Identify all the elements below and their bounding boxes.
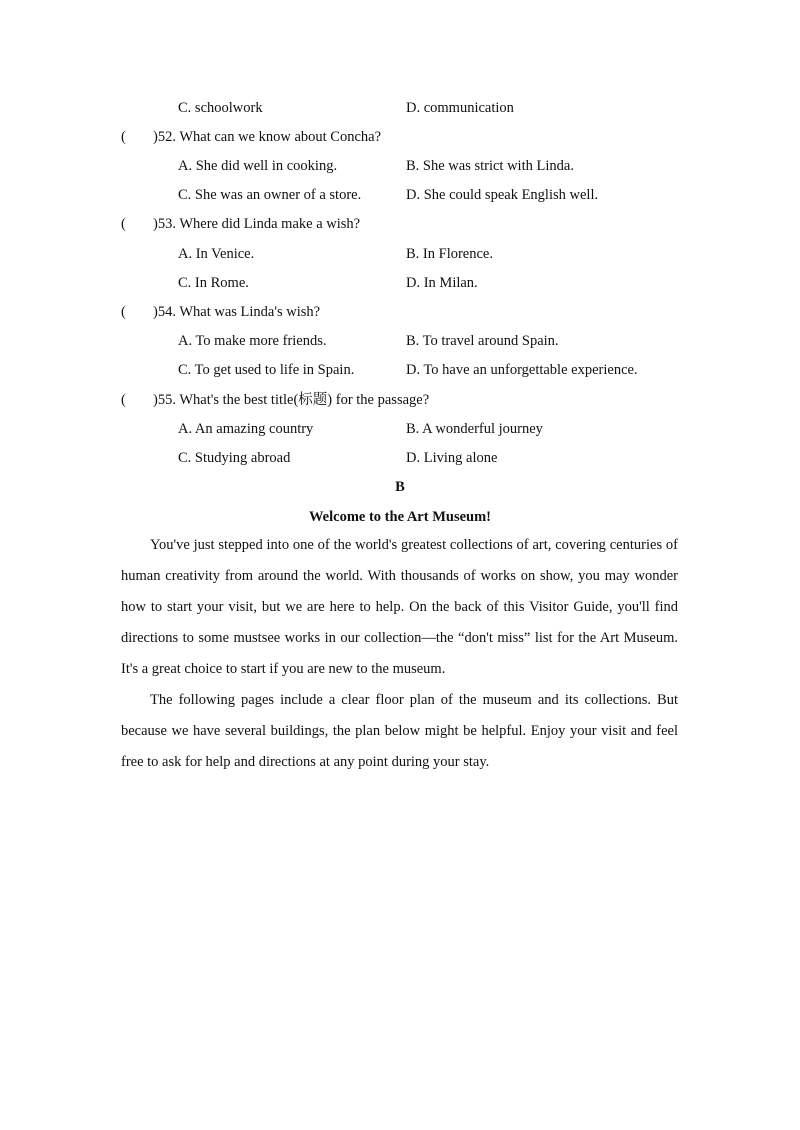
- q54-answer-paren: (: [121, 304, 126, 320]
- q53-option-c: C. In Rome.: [178, 275, 249, 291]
- q55-option-a: A. An amazing country: [178, 421, 314, 437]
- q53-option-a: A. In Venice.: [178, 246, 255, 262]
- q55-option-d: D. Living alone: [406, 450, 498, 466]
- q53-option-b: B. In Florence.: [406, 246, 493, 262]
- q52-option-a: A. She did well in cooking.: [178, 158, 338, 174]
- q52-option-d: D. She could speak English well.: [406, 187, 599, 203]
- passage-paragraph: The following pages include a clear floor plan of the museum and its collections. But because we have several buildings, the plan below might be helpful. Enjoy your visit and feel free to ask for help and directions at any point during your stay.: [121, 692, 678, 770]
- q53-question: )53. Where did Linda make a wish?: [153, 216, 361, 232]
- passage-title: Welcome to the Art Museum!: [308, 509, 491, 525]
- section-letter: B: [395, 479, 405, 495]
- passage-paragraph: You've just stepped into one of the world's greatest collections of art, covering centuries of human creativity from around the world. With thousands of works on show, you may wonder how to start your visit, but we are here to help. On the back of this Visitor Guide, you'll find directions to some mustsee works in our collection—the “don't miss” list for the Art Museum. It's a great choice to start if you are new to the museum.: [121, 537, 678, 677]
- q54-question: )54. What was Linda's wish?: [153, 304, 321, 320]
- q53-answer-paren: (: [121, 216, 126, 232]
- q55-answer-paren: (: [121, 392, 126, 408]
- q52-question: )52. What can we know about Concha?: [153, 129, 382, 145]
- q52-answer-paren: (: [121, 129, 126, 145]
- q54-option-c: C. To get used to life in Spain.: [178, 362, 355, 378]
- q53-option-d: D. In Milan.: [406, 275, 478, 291]
- q54-option-b: B. To travel around Spain.: [406, 333, 559, 349]
- q55-option-c: C. Studying abroad: [178, 450, 291, 466]
- q51-option-d: D. communication: [406, 100, 514, 116]
- q52-option-b: B. She was strict with Linda.: [406, 158, 574, 174]
- q52-option-c: C. She was an owner of a store.: [178, 187, 362, 203]
- q55-question: )55. What's the best title(标题) for the passage?: [153, 392, 430, 408]
- q55-option-b: B. A wonderful journey: [406, 421, 543, 437]
- q54-option-d: D. To have an unforgettable experience.: [406, 362, 638, 378]
- q54-option-a: A. To make more friends.: [178, 333, 327, 349]
- q51-option-c: C. schoolwork: [178, 100, 263, 116]
